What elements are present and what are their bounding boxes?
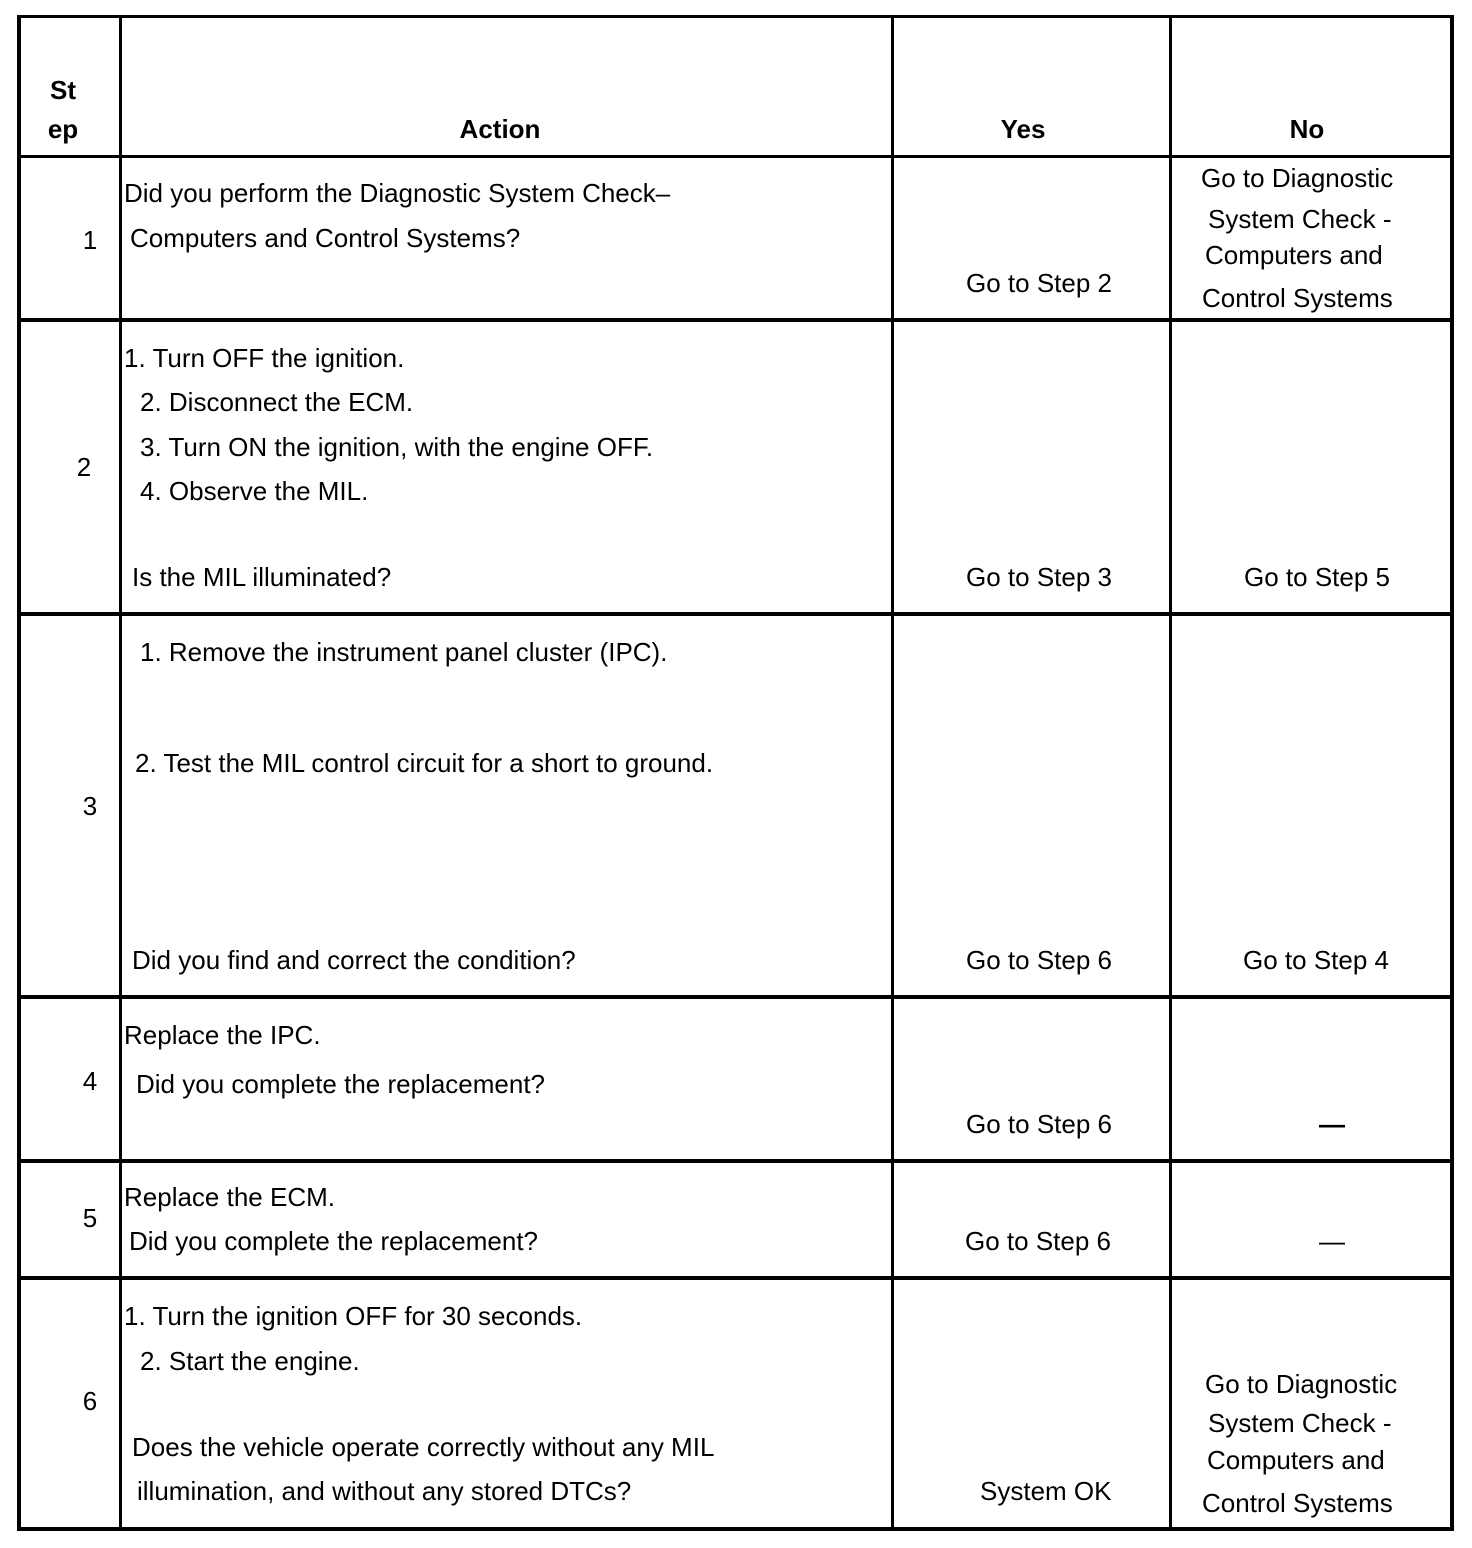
step-number-6: 6 <box>82 1386 98 1416</box>
row6-no-line4: Control Systems <box>1202 1488 1393 1518</box>
row-divider-5 <box>17 1276 1454 1280</box>
row5-action-line1: Replace the ECM. <box>124 1182 335 1212</box>
row6-action-line1: 1. Turn the ignition OFF for 30 seconds. <box>124 1301 583 1331</box>
row1-no-line3: Computers and <box>1205 240 1383 270</box>
row6-no-line2: System Check - <box>1208 1408 1392 1438</box>
row1-no-line4: Control Systems <box>1202 283 1393 313</box>
row5-no-dash: — <box>1319 1226 1345 1256</box>
row6-action-line2: 2. Start the engine. <box>140 1346 360 1376</box>
column-divider-action-yes <box>891 15 894 1531</box>
column-divider-yes-no <box>1169 15 1172 1531</box>
row1-action-line2: Computers and Control Systems? <box>130 223 521 253</box>
header-step-line1: St <box>50 75 76 105</box>
row2-action-line3: 3. Turn ON the ignition, with the engine OFF. <box>140 432 654 462</box>
row3-action-line2: 2. Test the MIL control circuit for a short to ground. <box>135 748 714 778</box>
row4-action-question: Did you complete the replacement? <box>136 1069 546 1099</box>
row-divider-3 <box>17 995 1454 999</box>
row6-no-line3: Computers and <box>1207 1445 1385 1475</box>
row3-action-question: Did you find and correct the condition? <box>132 945 576 975</box>
row2-action-question: Is the MIL illuminated? <box>132 562 392 592</box>
row6-yes: System OK <box>980 1476 1112 1506</box>
row4-no-dash: — <box>1319 1109 1345 1139</box>
row2-action-line2: 2. Disconnect the ECM. <box>140 387 414 417</box>
row5-action-question: Did you complete the replacement? <box>129 1226 539 1256</box>
header-no: No <box>1289 114 1325 144</box>
row3-no: Go to Step 4 <box>1243 945 1389 975</box>
header-step-line2: ep <box>47 114 79 144</box>
row2-action-line1: 1. Turn OFF the ignition. <box>124 343 405 373</box>
row1-no-line1: Go to Diagnostic <box>1201 163 1394 193</box>
row2-yes: Go to Step 3 <box>966 562 1112 592</box>
row3-yes: Go to Step 6 <box>966 945 1112 975</box>
row-divider-1 <box>17 318 1454 322</box>
table-border-bottom <box>17 1527 1454 1531</box>
row5-yes: Go to Step 6 <box>965 1226 1111 1256</box>
row6-action-question-line2: illumination, and without any stored DTCs? <box>137 1476 632 1506</box>
row-divider-4 <box>17 1159 1454 1163</box>
step-number-1: 1 <box>82 225 98 255</box>
step-number-3: 3 <box>82 791 98 821</box>
row1-yes: Go to Step 2 <box>966 268 1112 298</box>
row1-action-line1: Did you perform the Diagnostic System Check– <box>124 178 671 208</box>
row1-no-line2: System Check - <box>1208 204 1392 234</box>
row-divider-header <box>17 155 1454 158</box>
row6-action-question-line1: Does the vehicle operate correctly without any MIL <box>132 1432 715 1462</box>
table-border-right <box>1450 15 1454 1531</box>
row2-no: Go to Step 5 <box>1244 562 1390 592</box>
step-number-5: 5 <box>82 1203 98 1233</box>
header-action: Action <box>459 114 541 144</box>
row-divider-2 <box>17 612 1454 616</box>
step-number-2: 2 <box>76 452 92 482</box>
row2-action-line4: 4. Observe the MIL. <box>140 476 369 506</box>
row6-no-line1: Go to Diagnostic <box>1205 1369 1398 1399</box>
row4-action-line1: Replace the IPC. <box>124 1020 321 1050</box>
row3-action-line1: 1. Remove the instrument panel cluster (IPC). <box>140 637 668 667</box>
header-yes: Yes <box>1000 114 1046 144</box>
row4-yes: Go to Step 6 <box>966 1109 1112 1139</box>
table-border-top <box>17 15 1454 18</box>
step-number-4: 4 <box>82 1066 98 1096</box>
table-border-left <box>17 15 21 1531</box>
